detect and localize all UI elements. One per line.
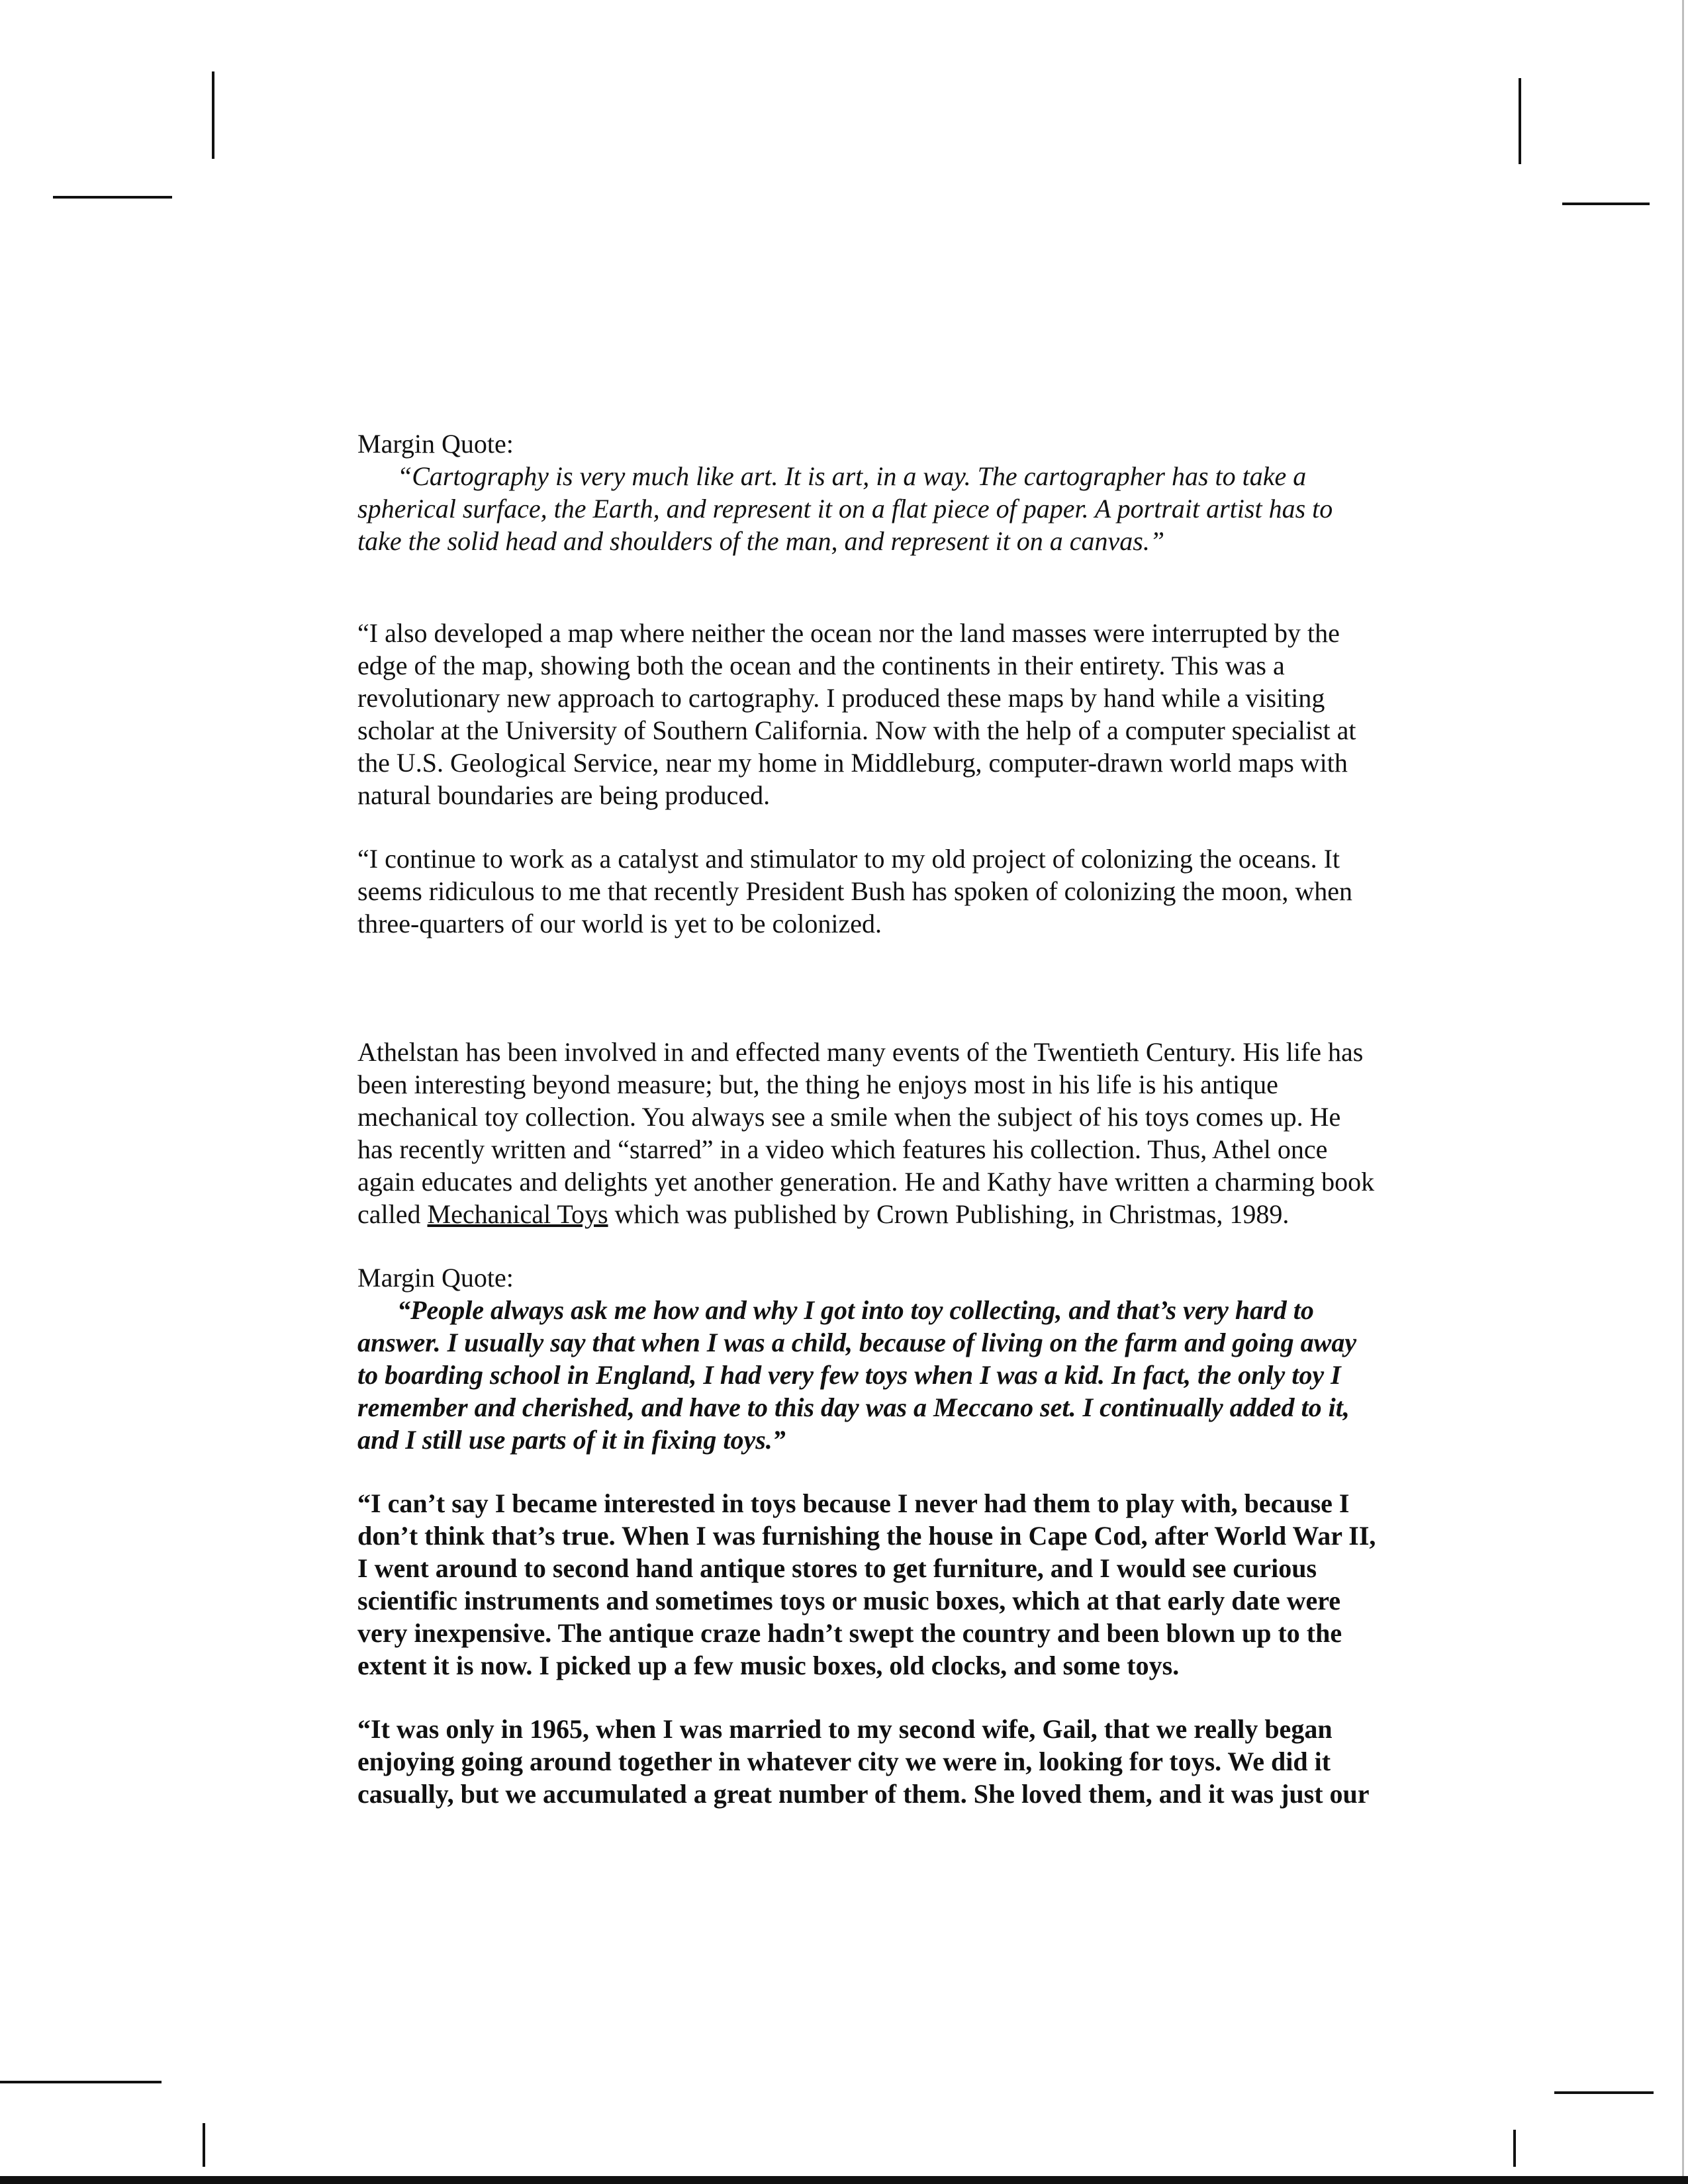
crop-mark-top-right-vertical [1519,78,1521,164]
body-paragraph-map: “I also developed a map where neither the ocean nor the land masses were interrupted by the edge of the map, showing both the ocean and the continents in their entirety. This was a revolutionary new approach to cartography. I produced these maps by hand while a visiting scholar at the University of Southern California. Now with the help of a computer specialist at the U.S. Geological Service, near my home in Middleburg, computer-drawn world maps with natural boundaries are being produced. [357,618,1356,810]
crop-mark-bottom-left-horizontal [0,2081,162,2083]
crop-mark-top-left-vertical [212,71,214,159]
crop-mark-bottom-right-vertical [1513,2130,1516,2167]
body-paragraph-1965: “It was only in 1965, when I was married to my second wife, Gail, that we really began enjoying going around together in whatever city we were in, looking for toys. We did it casually, but we accumulated a great number of them. She loved them, and it was just our [357,1714,1370,1809]
crop-mark-bottom-left-vertical [203,2123,205,2167]
margin-quote-label: Margin Quote: [357,429,514,459]
body-paragraph-oceans: “I continue to work as a catalyst and stimulator to my old project of colonizing the oceans. It seems ridiculous to me that recently President Bush has spoken of colonizing the moon, when three-quarters of our world is yet to be colonized. [357,844,1353,938]
document-body [357,428,1377,1810]
margin-quote-section-1 [357,428,1377,557]
margin-quote-label: Margin Quote: [357,1263,514,1293]
crop-mark-bottom-right-horizontal [1554,2091,1654,2094]
body-paragraph-cape-cod: “I can’t say I became interested in toys because I never had them to play with, because I don’t think that’s true. When I was furnishing the house in Cape Cod, after World War II, I went around to second hand antique stores to get furniture, and I would see curious scientific instruments and sometimes toys or music boxes, which at that early date were very inexpensive. The antique craze hadn’t swept the country and been blown up to the extent it is now. I picked up a few music boxes, old clocks, and some toys. [357,1488,1376,1680]
margin-quote-section-2 [357,1261,1377,1456]
crop-mark-top-right-horizontal [1562,203,1650,205]
scan-right-edge [1682,0,1684,2184]
margin-quote-text: “Cartography is very much like art. It is art, in a way. The cartographer has to take a spherical surface, the Earth, and represent it on a flat piece of paper. A portrait artist has to take the solid head and shoulders of the man, and represent it on a canvas.” [357,461,1333,556]
margin-quote-text: “People always ask me how and why I got into toy collecting, and that’s very hard to answer. I usually say that when I was a child, because of living on the farm and going away to boarding school in England, I had very few toys when I was a kid. In fact, the only toy I remember and cherished, and have to this day was a Meccano set. I continually added to it, and I still use parts of it in fixing toys.” [357,1295,1357,1455]
body-paragraph-toys [357,1036,1377,1230]
book-title: Mechanical Toys [427,1199,608,1229]
paragraph-text: which was published by Crown Publishing, in Christmas, 1989. [608,1199,1289,1229]
crop-mark-top-left-horizontal [53,196,172,199]
scan-bottom-edge [0,2176,1688,2184]
paragraph-text: Athelstan has been involved in and effected many events of the Twentieth Century. His life has been interesting beyond measure; but, the thing he enjoys most in his life is his antique mechanical toy collection. You always see a smile when the subject of his toys comes up. He has recently written and “starred” in a video which features his collection. Thus, Athel once again educates and delights yet another generation. He and Kathy have written a charming book called [357,1037,1375,1229]
